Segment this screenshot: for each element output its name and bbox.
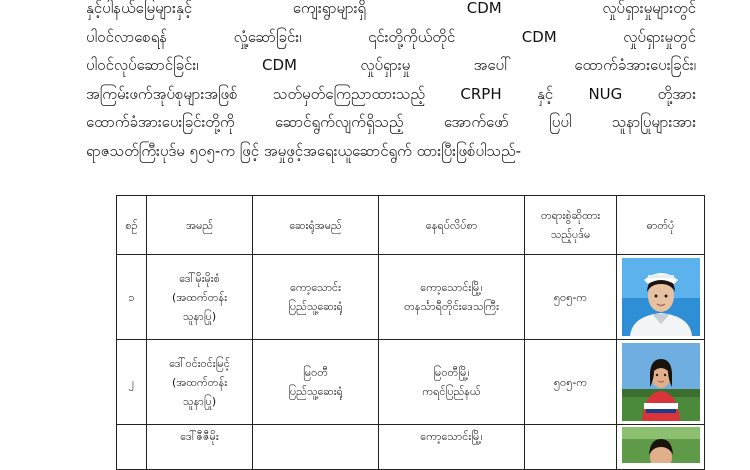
cell-photo xyxy=(617,255,705,340)
person-name: ဒေါ်မိုးမိုးစံ xyxy=(179,271,220,285)
nurse-portrait-photo xyxy=(622,258,700,336)
paragraph-line: ရာဇသတ်ကြီးပုဒ်မ ၅၀၅-က ဖြင့် အမှုဖွင့်အရေးယူဆောင်ရွက် ထားပြီးဖြစ်ပါသည်- xyxy=(86,141,522,160)
cell-hospital xyxy=(253,255,379,340)
header-section-line: သည့်ပုဒ်မ xyxy=(550,228,591,241)
address-line: မြဝတီမြို့၊ xyxy=(433,366,470,379)
hospital-line: ကော့သောင်း xyxy=(290,281,341,294)
cell-hospital xyxy=(253,425,379,470)
cell-address xyxy=(379,425,525,470)
paragraph-line: အကြမ်းဖက်အုပ်စုများအဖြစ် သတ်မှတ်ကြေညာထားသည့် CRPH နှင့် NUG တို့အား xyxy=(86,84,696,103)
paragraph-line: ပါဝင်လာစေရန် လှုံ့ဆော်ခြင်း၊ ၎င်းတို့ကိုယ်တိုင် CDM လှုပ်ရှားမှုတွင် xyxy=(86,27,696,46)
table-header-row xyxy=(117,196,705,255)
cell-address xyxy=(379,340,525,425)
intro-paragraph xyxy=(86,0,696,166)
person-role: သူနာပြု) xyxy=(182,394,217,408)
header-section xyxy=(525,196,617,255)
table-row xyxy=(117,255,705,340)
cell-photo xyxy=(617,425,705,470)
cell-name xyxy=(147,425,253,470)
header-photo: ဓာတ်ပုံ xyxy=(617,196,705,255)
header-section-line: တရားစွဲဆိုထား xyxy=(540,209,601,222)
cell-no xyxy=(117,425,147,470)
cell-no: ၁ xyxy=(117,255,147,340)
cell-address xyxy=(379,255,525,340)
cell-section xyxy=(525,425,617,470)
person-name: ဒေါ်ဇီဇီမိုး xyxy=(180,430,219,443)
cell-name xyxy=(147,255,253,340)
person-role: (အထက်တန်း xyxy=(172,290,227,304)
paragraph-line: ထောက်ခံအားပေးခြင်းတို့ကို ဆောင်ရွက်လျက်ရှိသည့် အောက်ဖော် ပြပါ သူနာပြုများအား xyxy=(86,113,696,132)
paragraph-line: နှင့်ပါနယ်မြေများနှင့် ကျေးရွာများရှိ CDM လှုပ်ရှားမှုများတွင် xyxy=(86,0,696,17)
header-no: စဉ် xyxy=(117,196,147,255)
header-hospital: ဆေးရုံအမည် xyxy=(253,196,379,255)
portrait-image xyxy=(622,343,700,421)
cell-no: ၂ xyxy=(117,340,147,425)
person-role: (အထက်တန်း xyxy=(172,375,227,389)
cell-name xyxy=(147,340,253,425)
address-line: ကော့သောင်းမြို့၊ xyxy=(420,281,483,294)
portrait-image xyxy=(622,427,700,463)
person-name: ဒေါ်ဝင်းဝင်းမြင့် xyxy=(169,356,230,370)
cell-section: ၅၀၅-က xyxy=(525,340,617,425)
table-row xyxy=(117,340,705,425)
cell-photo xyxy=(617,340,705,425)
hospital-line: ပြည်သူ့ဆေးရုံ xyxy=(288,300,343,313)
paragraph-line: ပါဝင်လုပ်ဆောင်ခြင်း၊ CDM လှုပ်ရှားမှု အပေါ် ထောက်ခံအားပေးခြင်း၊ xyxy=(86,56,696,75)
table-row xyxy=(117,425,705,470)
header-address: နေရပ်လိပ်စာ xyxy=(379,196,525,255)
cell-section: ၅၀၅-က xyxy=(525,255,617,340)
woman-outdoor-portrait-photo xyxy=(622,343,700,421)
hospital-line: ပြည်သူ့ဆေးရုံ xyxy=(288,385,343,398)
address-line: ကော့သောင်းမြို့၊ xyxy=(420,430,483,443)
portrait-image xyxy=(622,258,700,336)
nurses-table xyxy=(116,195,705,470)
address-line: တနင်္သာရီတိုင်းဒေသကြီး xyxy=(404,300,499,313)
address-line: ကရင်ပြည်နယ် xyxy=(422,385,481,398)
cell-hospital xyxy=(253,340,379,425)
person-role: သူနာပြု) xyxy=(182,309,217,323)
woman-portrait-photo xyxy=(622,427,700,463)
header-name: အမည် xyxy=(147,196,253,255)
hospital-line: မြဝတီ xyxy=(302,366,329,379)
